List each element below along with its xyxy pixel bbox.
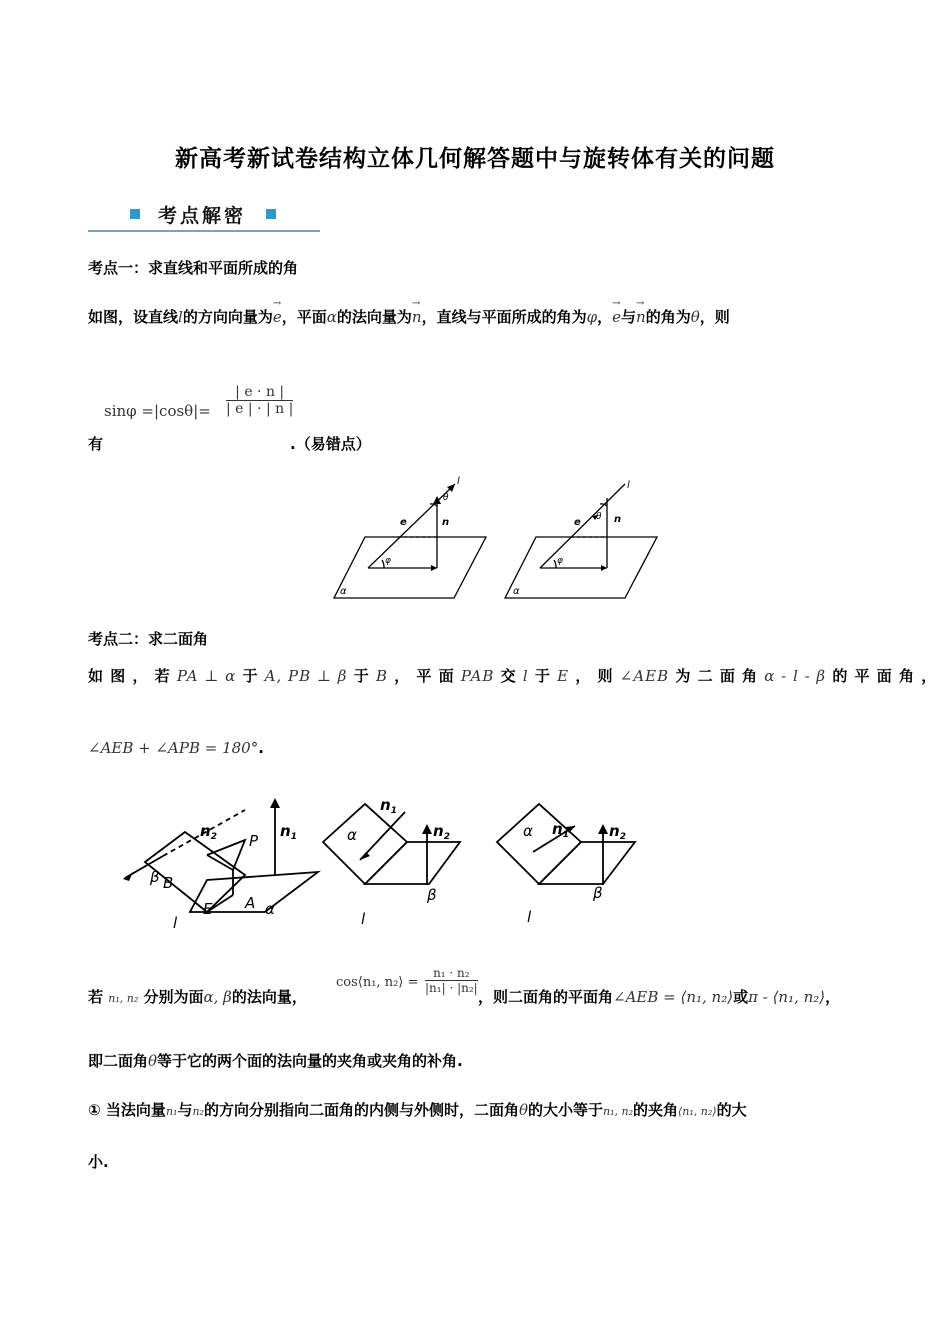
label-n1-fig2 (380, 796, 397, 816)
banner-underline (88, 230, 320, 232)
arrow-n-left (433, 496, 441, 504)
label-sub: 2 (210, 832, 217, 842)
math-angle-n1-n2: ⟨n₁, n₂⟩ (678, 1105, 717, 1118)
math-angle-aeb: ∠AEB (619, 667, 670, 685)
math-vec-e: → e (273, 307, 282, 327)
label-A: A (245, 894, 256, 912)
formula-numerator: | e · n | (226, 384, 293, 401)
math-theta: θ (690, 308, 700, 326)
section1-paragraph (88, 307, 730, 327)
math-pi-minus: π - ⟨n₁, n₂⟩ (748, 988, 826, 1006)
label-alpha-fig3: α (523, 822, 533, 840)
angle-phi-arc-right (554, 560, 556, 568)
label-n2-fig2 (433, 822, 450, 842)
label-beta-fig3: β (593, 884, 603, 902)
label-n: n (433, 822, 444, 840)
text: 的法向量， (231, 988, 307, 1006)
normal-vector-paragraph (88, 987, 307, 1009)
case-one-paragraph (88, 1100, 747, 1122)
page-title: 新高考新试卷结构立体几何解答题中与旋转体有关的问题 (175, 146, 775, 172)
text: 的法向量为 (336, 308, 412, 326)
text: 即二面角 (88, 1052, 149, 1070)
text: 如 图 ， 若 (88, 667, 177, 685)
label-n2-fig3 (609, 822, 626, 842)
math-n1-n2: n₁, n₂ (108, 992, 139, 1005)
math-vec-e: → e (612, 307, 621, 327)
label-E: E (203, 900, 213, 918)
arrow-proj-right (601, 565, 607, 571)
text: 的夹角 (633, 1101, 679, 1119)
dihedral-equals-paragraph (88, 1051, 463, 1071)
label-sub: 2 (619, 832, 626, 842)
label-sub: 2 (443, 832, 450, 842)
banner-square-right (266, 209, 276, 219)
label-l: l (457, 476, 460, 487)
angle-sum-equation (88, 739, 264, 757)
math-l: l (522, 667, 529, 685)
banner-square-left (130, 209, 140, 219)
arrow-n1-fig2 (360, 852, 370, 860)
arrow-n2-fig3 (598, 824, 608, 834)
angle-phi-arc-left (382, 560, 384, 568)
label-phi: φ (557, 556, 563, 566)
text: 的大小等于 (528, 1101, 604, 1119)
text: 等于它的两个面的法向量的夹角或夹角的补角. (157, 1052, 463, 1070)
label-l-fig2: l (361, 910, 366, 928)
text: ， (597, 308, 613, 326)
label-phi: φ (385, 556, 391, 566)
text: 于 (347, 667, 376, 685)
math-pa-perp-alpha: PA ⊥ α (176, 667, 237, 685)
plane-beta-fig3 (539, 842, 635, 884)
label-l: l (627, 480, 630, 491)
math-alpha-beta: α, β (203, 988, 232, 1006)
text: 于 (236, 667, 265, 685)
plane-alpha-fig3 (497, 804, 581, 884)
formula-sin-cos-left: sinφ =|cosθ|= (104, 402, 211, 420)
text: ，直线与平面所成的角为 (421, 308, 587, 326)
label-alpha: α (340, 586, 347, 597)
label-n: n (442, 517, 450, 528)
case-one-paragraph-end: 小. (88, 1153, 109, 1171)
label-theta: θ (596, 512, 602, 522)
text: 的方向分别指向二面角的内侧与外侧时，二面角 (203, 1101, 519, 1119)
text: ① 当法向量 (88, 1101, 166, 1119)
line-plane-angle-figure (330, 470, 670, 605)
label-sub: 1 (290, 832, 297, 842)
dihedral-angle-figure (115, 790, 645, 930)
math-dihedral: α - l - β (764, 667, 827, 685)
formula-sin-cos-fraction (226, 384, 293, 417)
arrow-n2-fig1 (123, 872, 133, 881)
math-alpha: α (326, 308, 337, 326)
math-l: l (178, 308, 183, 326)
label-sub: 1 (390, 806, 397, 816)
text: 于 (528, 667, 558, 685)
math-n2: n₂ (192, 1105, 204, 1118)
label-l-fig3: l (527, 908, 532, 926)
formula-prefix: 有 (88, 435, 104, 453)
arrow-n2-fig2 (422, 824, 432, 834)
plane-beta-fig2 (365, 842, 460, 884)
math-phi: φ (586, 308, 598, 326)
label-beta: β (150, 868, 160, 886)
text: 的方向向量为 (182, 308, 273, 326)
label-theta: θ (443, 493, 449, 503)
label-n: n (380, 796, 391, 814)
text: 交 (494, 667, 523, 685)
section2-heading: 考点二：求二面角 (88, 630, 209, 648)
text: ，则二面角的平面角 (478, 988, 614, 1006)
label-alpha: α (265, 900, 275, 918)
text: 与 (177, 1101, 193, 1119)
label-n1-fig3 (552, 820, 569, 840)
label-beta-fig2: β (427, 886, 437, 904)
label-sub: 1 (562, 830, 569, 840)
section2-paragraph (88, 666, 937, 686)
math-e: E (557, 667, 570, 685)
text: 或 (733, 988, 749, 1006)
text: 与 (621, 308, 637, 326)
text: . (258, 739, 264, 757)
math-theta: θ (148, 1052, 158, 1070)
cos-formula-denominator: |n₁| · |n₂| (425, 981, 478, 995)
label-n: n (614, 514, 622, 525)
arrow-proj-left (431, 565, 437, 571)
plane-beta (145, 832, 245, 912)
math-pab: PAB (460, 667, 495, 685)
math-vec-n: → n (636, 307, 646, 327)
math-n1-n2: n₁, n₂ (603, 1105, 633, 1118)
normal-vector-paragraph-cont (478, 987, 840, 1007)
math-theta: θ (518, 1101, 528, 1119)
text: ， 平 面 (387, 667, 461, 685)
plane-alpha-fig2 (323, 804, 407, 884)
math-b: B (375, 667, 388, 685)
label-e: e (574, 517, 581, 528)
banner-text: 考点解密 (158, 205, 247, 227)
label-n: n (552, 820, 563, 838)
label-n: n (609, 822, 620, 840)
cos-formula-fraction (425, 966, 478, 995)
label-alpha-fig2: α (347, 826, 357, 844)
formula-suffix: .（易错点） (290, 435, 371, 453)
text: ，则 (699, 308, 730, 326)
label-n: n (200, 822, 211, 840)
math-n1: n₁ (165, 1105, 178, 1118)
label-l: l (173, 914, 178, 930)
section-banner (88, 198, 320, 234)
formula-denominator: | e | · | n | (226, 401, 294, 417)
cos-formula-left: cos⟨n₁, n₂⟩ = (336, 975, 419, 990)
plane-pab-triangle (207, 840, 245, 870)
math-angle-sum: ∠AEB + ∠APB = 180° (88, 739, 259, 757)
label-n: n (280, 822, 291, 840)
section1-heading: 考点一：求直线和平面所成的角 (88, 259, 299, 277)
text: 的大 (716, 1101, 747, 1119)
text: ， (825, 988, 841, 1006)
text: 为 二 面 角 (669, 667, 765, 685)
label-n2 (200, 822, 217, 842)
math-pb-perp-beta: A, PB ⊥ β (264, 667, 348, 685)
text: 分别为面 (143, 988, 204, 1006)
line-l-right (540, 484, 625, 568)
label-alpha: α (513, 586, 520, 597)
label-B: B (163, 874, 174, 892)
label-n1 (280, 822, 297, 842)
text: ， 则 (569, 667, 620, 685)
cos-formula-numerator: n₁ · n₂ (425, 966, 478, 981)
text: 若 (88, 988, 104, 1006)
text: ，平面 (281, 308, 327, 326)
arrow-n1-fig1 (270, 798, 280, 808)
label-e: e (400, 517, 407, 528)
math-vec-n: → n (412, 307, 422, 327)
text: 的 平 面 角 ， (826, 667, 938, 685)
label-P: P (249, 832, 259, 850)
text: 如图，设直线 (88, 308, 179, 326)
text: 的角为 (645, 308, 691, 326)
math-angle-equals: ∠AEB = ⟨n₁, n₂⟩ (613, 988, 734, 1006)
